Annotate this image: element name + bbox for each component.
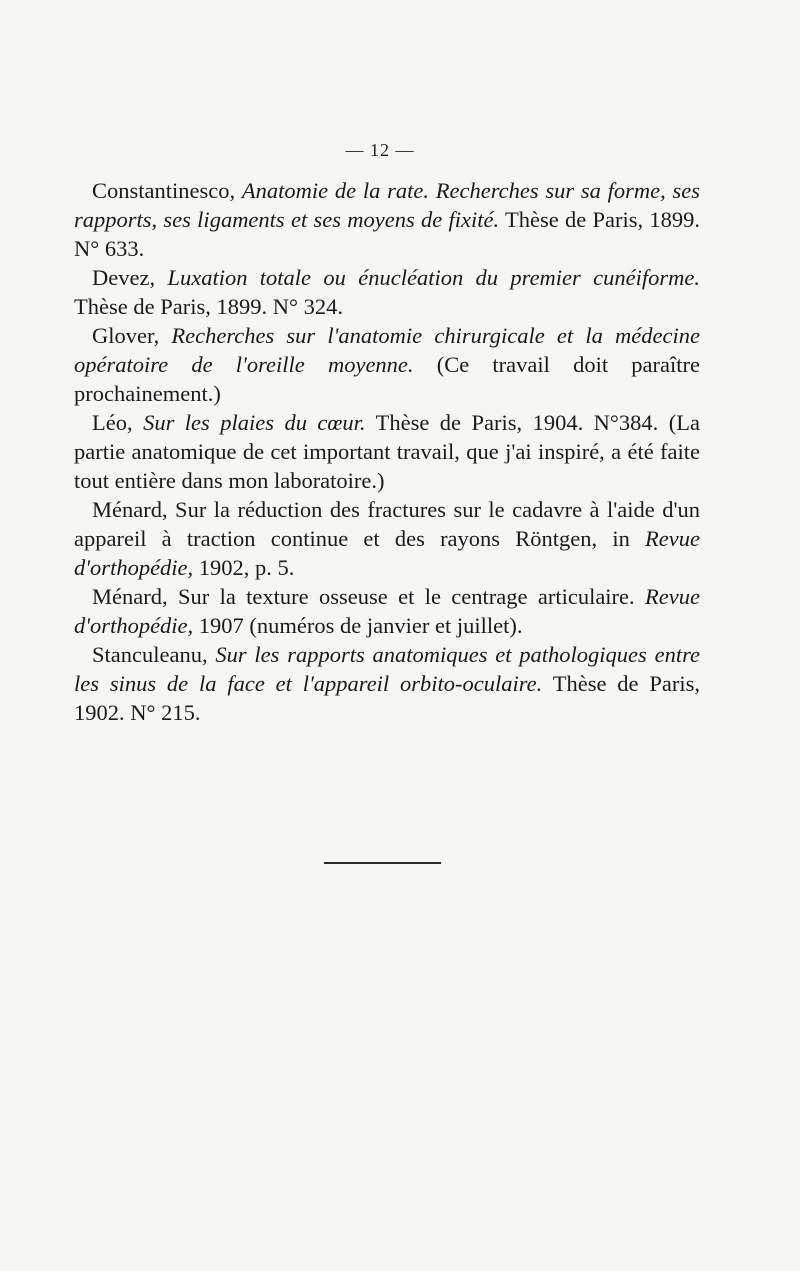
bibliography-entry	[74, 582, 700, 640]
entry-author: Devez,	[92, 265, 168, 290]
entry-title: Revue d'orthopédie,	[74, 584, 700, 638]
bibliography-entry	[74, 408, 700, 495]
entry-details: Thèse de Paris, 1904. N°384. (La partie anatomique de cet important travail, que j'ai inspiré, a été faite tout entière dans mon laboratoire.)	[74, 410, 700, 493]
bibliography-entry	[74, 495, 700, 582]
entry-author: Ménard, Sur la réduction des fractures sur le cadavre à l'aide d'un appareil à traction continue et des rayons Röntgen, in	[74, 497, 700, 551]
entry-author: Stanculeanu,	[92, 642, 216, 667]
entry-details: Thèse de Paris, 1899. N° 633.	[74, 207, 700, 261]
entry-details: Thèse de Paris, 1899. N° 324.	[74, 294, 343, 319]
entry-title: Sur les plaies du cœur.	[143, 410, 366, 435]
entry-details: Thèse de Paris, 1902. N° 215.	[74, 671, 700, 725]
bibliography-entry	[74, 321, 700, 408]
entry-title: Revue d'orthopédie,	[74, 526, 700, 580]
bibliography-entry	[74, 176, 700, 263]
entry-details: 1907 (numéros de janvier et juillet).	[193, 613, 523, 638]
entry-title: Sur les rapports anatomiques et pathologiques entre les sinus de la face et l'appareil orbito-oculaire.	[74, 642, 700, 696]
entry-title: Luxation totale ou énucléation du premier cunéiforme.	[167, 265, 700, 290]
page-number: — 12 —	[345, 140, 415, 160]
end-rule	[324, 862, 441, 864]
entry-title: Anatomie de la rate. Recherches sur sa forme, ses rapports, ses ligaments et ses moyens de fixité.	[74, 178, 701, 232]
entry-details: (Ce travail doit paraître prochainement.)	[74, 352, 701, 406]
entry-details: 1902, p. 5.	[193, 555, 295, 580]
entry-title: Recherches sur l'anatomie chirurgicale et la médecine opératoire de l'oreille moyenne.	[74, 323, 700, 377]
bibliography-list	[74, 176, 700, 727]
entry-author: Ménard, Sur la texture osseuse et le centrage articulaire.	[92, 584, 646, 609]
bibliography-entry	[74, 640, 700, 727]
entry-author: Constantinesco,	[92, 178, 242, 203]
entry-author: Léo,	[92, 410, 144, 435]
bibliography-entry	[74, 263, 700, 321]
entry-author: Glover,	[92, 323, 172, 348]
